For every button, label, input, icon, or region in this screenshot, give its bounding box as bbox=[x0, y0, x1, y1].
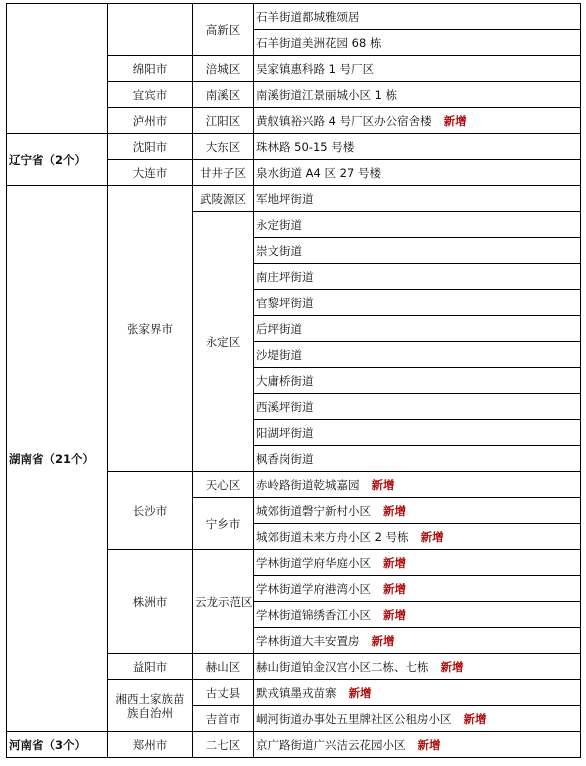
address-cell bbox=[254, 472, 581, 498]
address-text: 城郊街道未来方舟小区 2 号栋 bbox=[256, 529, 409, 544]
address-cell bbox=[254, 56, 581, 82]
city-cell bbox=[108, 4, 193, 56]
address-text: 赤岭路街道乾城嘉园 bbox=[256, 477, 360, 492]
city-cell: 大连市 bbox=[108, 160, 193, 186]
address-cell bbox=[254, 680, 581, 706]
address-text: 永定街道 bbox=[256, 217, 302, 232]
address-cell bbox=[254, 706, 581, 732]
district-cell: 涪城区 bbox=[193, 56, 254, 82]
address-cell bbox=[254, 342, 581, 368]
address-cell bbox=[254, 654, 581, 680]
address-cell bbox=[254, 550, 581, 576]
address-cell bbox=[254, 290, 581, 316]
district-cell: 大东区 bbox=[193, 134, 254, 160]
new-badge: 新增 bbox=[371, 477, 395, 492]
district-cell: 江阳区 bbox=[193, 108, 254, 134]
city-cell: 株洲市 bbox=[108, 550, 193, 654]
address-text: 石羊街道都城雅颂居 bbox=[256, 9, 360, 24]
address-text: 军地坪街道 bbox=[256, 191, 314, 206]
new-badge: 新增 bbox=[443, 113, 467, 128]
address-cell bbox=[254, 498, 581, 524]
new-badge: 新增 bbox=[463, 711, 487, 726]
address-cell bbox=[254, 602, 581, 628]
address-cell bbox=[254, 30, 581, 56]
address-text: 珠林路 50-15 号楼 bbox=[256, 139, 355, 154]
address-text: 赫山街道铂金汉宫小区二栋、七栋 bbox=[256, 659, 429, 674]
address-text: 枫香岗街道 bbox=[256, 451, 314, 466]
address-cell bbox=[254, 108, 581, 134]
new-badge: 新增 bbox=[383, 581, 406, 596]
risk-area-table bbox=[6, 3, 581, 758]
city-cell: 泸州市 bbox=[108, 108, 193, 134]
address-text: 黄舣镇裕兴路 4 号厂区办公宿舍楼 bbox=[256, 113, 432, 128]
address-cell bbox=[254, 394, 581, 420]
district-cell: 古丈县 bbox=[193, 680, 254, 706]
address-cell bbox=[254, 82, 581, 108]
address-cell bbox=[254, 576, 581, 602]
city-cell: 长沙市 bbox=[108, 472, 193, 550]
district-cell: 宁乡市 bbox=[193, 498, 254, 550]
district-cell: 吉首市 bbox=[193, 706, 254, 732]
address-cell bbox=[254, 4, 581, 30]
address-text: 城郊街道磬宁新村小区 bbox=[256, 503, 371, 518]
address-text: 学林街道锦绣香江小区 bbox=[256, 607, 371, 622]
address-cell bbox=[254, 446, 581, 472]
address-text: 南庄坪街道 bbox=[256, 269, 314, 284]
address-text: 南溪街道江景丽城小区 1 栋 bbox=[256, 87, 398, 102]
address-cell bbox=[254, 420, 581, 446]
address-cell bbox=[254, 524, 581, 550]
city-cell: 绵阳市 bbox=[108, 56, 193, 82]
address-cell bbox=[254, 368, 581, 394]
province-cell: 辽宁省（2个） bbox=[7, 134, 108, 186]
province-cell: 河南省（3个） bbox=[7, 732, 108, 758]
district-cell: 甘井子区 bbox=[193, 160, 254, 186]
district-cell: 云龙示范区 bbox=[193, 550, 254, 654]
address-cell bbox=[254, 186, 581, 212]
new-badge: 新增 bbox=[440, 659, 464, 674]
city-cell: 湘西土家族苗族自治州 bbox=[108, 680, 193, 732]
city-cell: 益阳市 bbox=[108, 654, 193, 680]
district-cell: 天心区 bbox=[193, 472, 254, 498]
district-cell: 武陵源区 bbox=[193, 186, 254, 212]
address-text: 官黎坪街道 bbox=[256, 295, 314, 310]
address-text: 泉水街道 A4 区 27 号楼 bbox=[256, 165, 381, 180]
address-text: 默戎镇墨戎苗寨 bbox=[256, 685, 337, 700]
address-cell bbox=[254, 264, 581, 290]
table-row bbox=[7, 732, 581, 758]
city-cell: 沈阳市 bbox=[108, 134, 193, 160]
province-cell bbox=[7, 4, 108, 134]
district-cell: 南溪区 bbox=[193, 82, 254, 108]
table-row bbox=[7, 134, 581, 160]
address-cell bbox=[254, 628, 581, 654]
table-row bbox=[7, 4, 581, 30]
address-text: 峒河街道办事处五里牌社区公租房小区 bbox=[256, 711, 452, 726]
address-text: 西溪坪街道 bbox=[256, 399, 314, 414]
address-text: 大庸桥街道 bbox=[256, 373, 314, 388]
table-body bbox=[7, 4, 581, 758]
address-text: 崇文街道 bbox=[256, 243, 302, 258]
address-text: 阳湖坪街道 bbox=[256, 425, 314, 440]
address-cell bbox=[254, 134, 581, 160]
district-cell: 二七区 bbox=[193, 732, 254, 758]
new-badge: 新增 bbox=[383, 607, 406, 622]
city-cell: 郑州市 bbox=[108, 732, 193, 758]
new-badge: 新增 bbox=[420, 529, 444, 544]
district-cell: 赫山区 bbox=[193, 654, 254, 680]
district-cell: 永定区 bbox=[193, 212, 254, 472]
table-row bbox=[7, 186, 581, 212]
new-badge: 新增 bbox=[371, 633, 395, 648]
address-cell bbox=[254, 238, 581, 264]
address-cell bbox=[254, 732, 581, 758]
address-cell bbox=[254, 160, 581, 186]
city-cell: 张家界市 bbox=[108, 186, 193, 472]
new-badge: 新增 bbox=[348, 685, 372, 700]
address-text: 吴家镇惠科路 1 号厂区 bbox=[256, 61, 375, 76]
new-badge: 新增 bbox=[383, 503, 406, 518]
address-cell bbox=[254, 212, 581, 238]
address-text: 京广路街道广兴洁云花园小区 bbox=[256, 737, 406, 752]
province-cell: 湖南省（21个） bbox=[7, 186, 108, 732]
address-text: 学林街道大丰安置房 bbox=[256, 633, 360, 648]
address-text: 学林街道学府华庭小区 bbox=[256, 555, 371, 570]
city-cell: 宜宾市 bbox=[108, 82, 193, 108]
new-badge: 新增 bbox=[417, 737, 441, 752]
address-text: 沙堤街道 bbox=[256, 347, 302, 362]
new-badge: 新增 bbox=[383, 555, 406, 570]
address-text: 石羊街道美洲花园 68 栋 bbox=[256, 35, 382, 50]
address-text: 后坪街道 bbox=[256, 321, 302, 336]
address-cell bbox=[254, 316, 581, 342]
address-text: 学林街道学府港湾小区 bbox=[256, 581, 371, 596]
district-cell: 高新区 bbox=[193, 4, 254, 56]
